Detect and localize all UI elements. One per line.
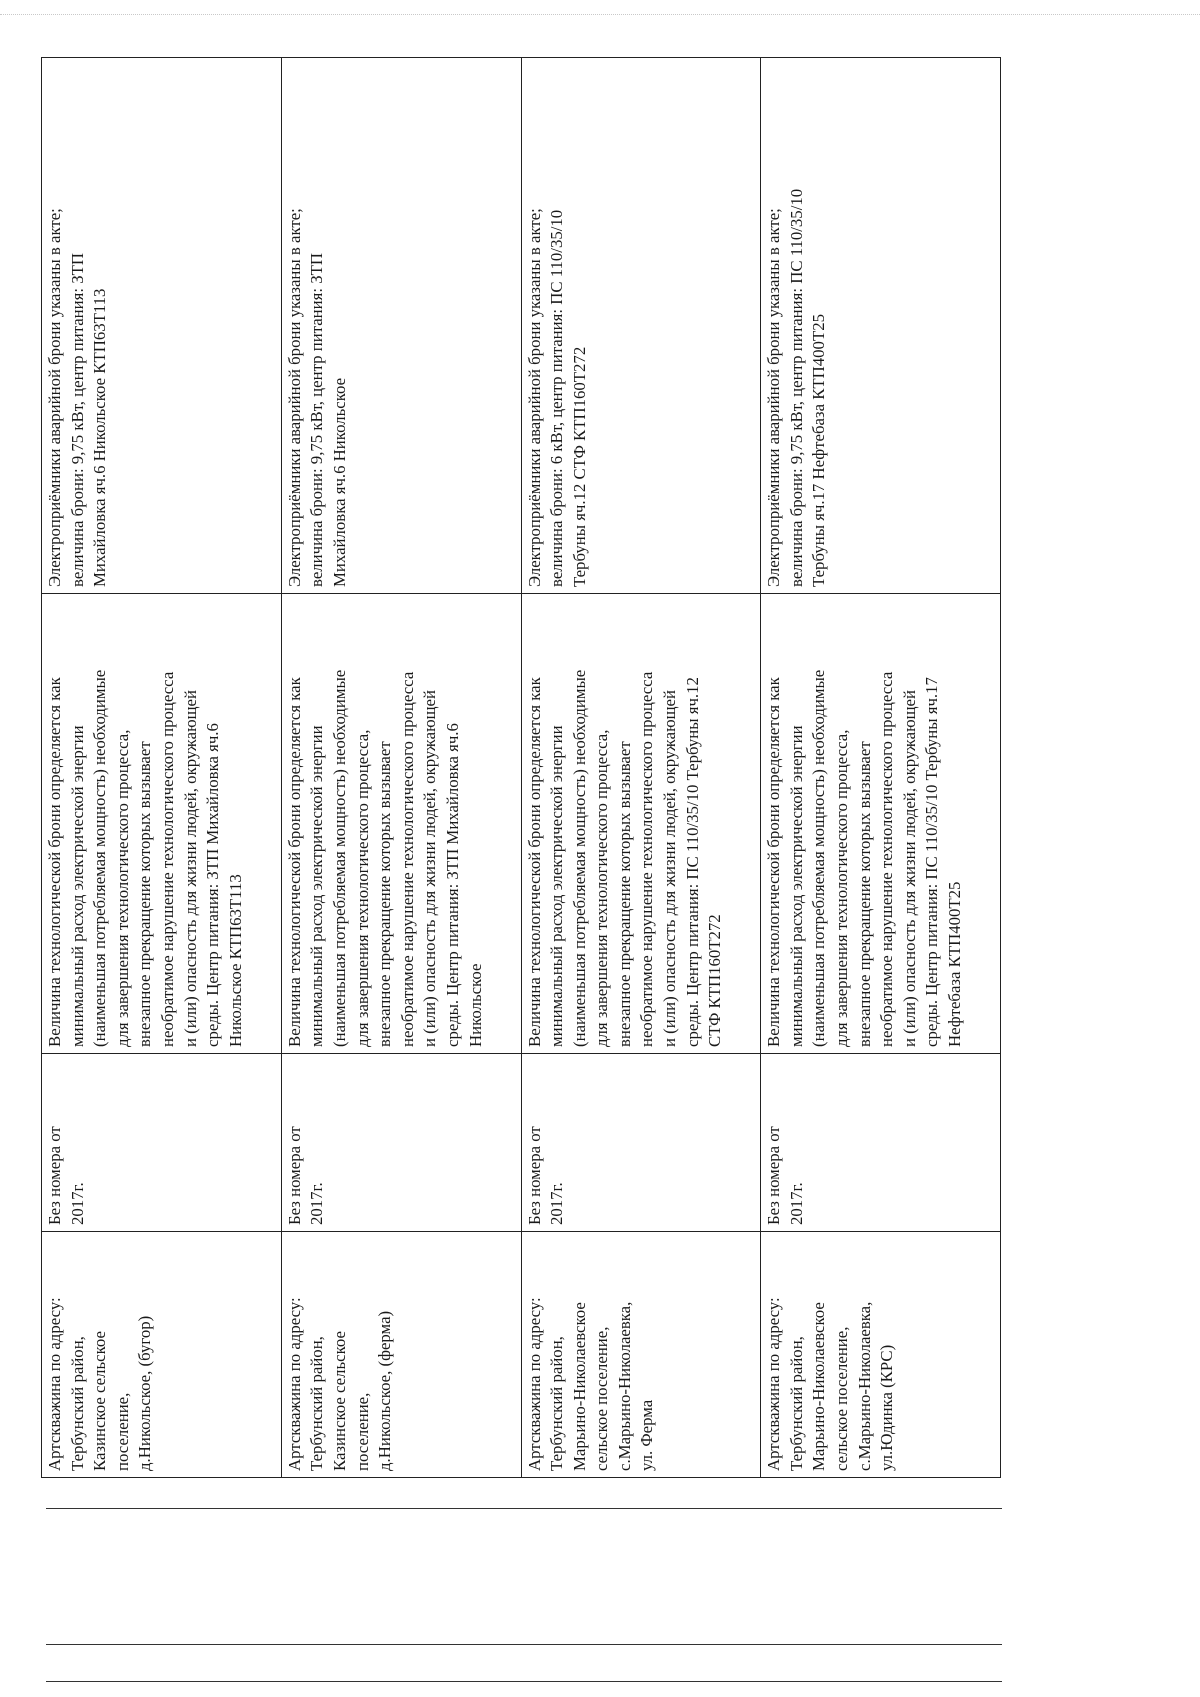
page-top-edge [0,14,1200,15]
table-row [42,58,282,1478]
table-row [281,58,521,1478]
tech-reserve-cell: Величина технологической брони определяется как минимальный расход электрической энергии (наименьшая потребляемая мощность) необходимые для завершения технологического процесса, внезапное прекращение которых вызывает необратимое нарушение технологического процесса и (или) опасность для жизни людей, окружающей среды. Центр питания: ПС 110/35/10 Тербуны яч.12 СТФ КТП160Т272 [521,594,761,1054]
signature-line [46,1508,1002,1509]
signature-line [46,1681,1002,1682]
emergency-reserve-cell: Электроприёмники аварийной брони указаны в акте; величина брони: 9,75 кВт, центр питания: ЗТП Михайловка яч.6 Никольское КТП63Т113 [42,58,282,594]
table-row [761,58,1001,1478]
document-cell: Без номера от 2017г. [42,1054,282,1232]
emergency-reserve-cell: Электроприёмники аварийной брони указаны в акте; величина брони: 9,75 кВт, центр питания: ПС 110/35/10 Тербуны яч.17 Нефтебаза КТП400Т25 [761,58,1001,594]
address-cell: Артскважина по адресу: Тербунский район, Марьино-Николаевское сельское поселение, с.Марьино-Николаевка, ул.Юдинка (КРС) [761,1232,1001,1478]
reserve-table [41,57,1001,1478]
emergency-reserve-cell: Электроприёмники аварийной брони указаны в акте; величина брони: 9,75 кВт, центр питания: ЗТП Михайловка яч.6 Никольское [281,58,521,594]
address-cell: Артскважина по адресу: Тербунский район, Казинское сельское поселение, д.Никольское, (бугор) [42,1232,282,1478]
document-cell: Без номера от 2017г. [281,1054,521,1232]
document-cell: Без номера от 2017г. [761,1054,1001,1232]
tech-reserve-cell: Величина технологической брони определяется как минимальный расход электрической энергии (наименьшая потребляемая мощность) необходимые для завершения технологического процесса, внезапное прекращение которых вызывает необратимое нарушение технологического процесса и (или) опасность для жизни людей, окружающей среды. Центр питания: ЗТП Михайловка яч.6 Никольское КТП63Т113 [42,594,282,1054]
rotated-table-container [41,58,1001,1478]
document-cell: Без номера от 2017г. [521,1054,761,1232]
tech-reserve-cell: Величина технологической брони определяется как минимальный расход электрической энергии (наименьшая потребляемая мощность) необходимые для завершения технологического процесса, внезапное прекращение которых вызывает необратимое нарушение технологического процесса и (или) опасность для жизни людей, окружающей среды. Центр питания: ПС 110/35/10 Тербуны яч.17 Нефтебаза КТП400Т25 [761,594,1001,1054]
address-cell: Артскважина по адресу: Тербунский район, Казинское сельское поселение, д.Никольское, (ферма) [281,1232,521,1478]
address-cell: Артскважина по адресу: Тербунский район, Марьино-Николаевское сельское поселение, с.Марьино-Николаевка, ул. Ферма [521,1232,761,1478]
tech-reserve-cell: Величина технологической брони определяется как минимальный расход электрической энергии (наименьшая потребляемая мощность) необходимые для завершения технологического процесса, внезапное прекращение которых вызывает необратимое нарушение технологического процесса и (или) опасность для жизни людей, окружающей среды. Центр питания: ЗТП Михайловка яч.6 Никольское [281,594,521,1054]
emergency-reserve-cell: Электроприёмники аварийной брони указаны в акте; величина брони: 6 кВт, центр питания: ПС 110/35/10 Тербуны яч.12 СТФ КТП160Т272 [521,58,761,594]
signature-line [46,1644,1002,1645]
table-row [521,58,761,1478]
